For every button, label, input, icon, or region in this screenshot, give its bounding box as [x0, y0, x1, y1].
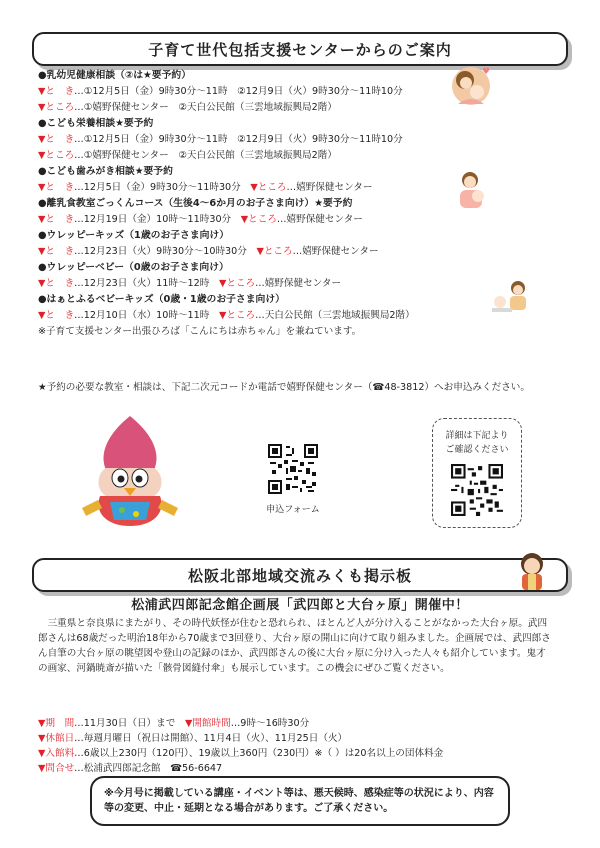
detail-text: …嬉野保健センター	[286, 182, 373, 193]
mascot-character	[70, 412, 190, 530]
detail-tag: ▼と き	[38, 278, 75, 289]
info-text: …6歳以上230円（120円）、19歳以上360円（230円）※（ ）は20名以上の団体料金	[74, 748, 444, 759]
detail-tag: ▼と き	[38, 182, 75, 193]
event-detail-line	[38, 148, 458, 164]
detail-tag: ▼ところ	[38, 150, 75, 161]
section2-title: 松阪北部地域交流みくも掲示板	[32, 558, 568, 592]
section1-body	[38, 68, 458, 340]
detail-tag: ▼ところ	[218, 310, 256, 321]
info-tag: ▼問合せ	[38, 763, 75, 774]
event-heading: ●こども歯みがき相談★要予約	[38, 166, 173, 177]
detail-box-line2: ご確認ください	[445, 445, 509, 455]
info-line	[38, 746, 558, 761]
detail-tag: ▼と き	[38, 134, 75, 145]
detail-tag: ▼と き	[38, 86, 75, 97]
info-tag: ▼休館日	[38, 733, 75, 744]
info-text: …9時～16時30分	[230, 718, 310, 729]
info-line	[38, 716, 558, 731]
info-tag: ▼期 間	[38, 718, 75, 729]
detail-text: …嬉野保健センター	[292, 246, 379, 257]
svg-text:♥: ♥	[482, 67, 491, 77]
detail-tag: ▼ところ	[38, 102, 75, 113]
detail-text: …①嬉野保健センター ②天白公民館（三雲地域振興局2階）	[74, 150, 337, 161]
event-heading: ●乳幼児健康相談（②は★要予約）	[38, 70, 191, 81]
detail-qr-code[interactable]	[451, 464, 503, 516]
info-line	[38, 731, 558, 746]
section1-title: 子育て世代包括支援センターからのご案内	[32, 32, 568, 66]
notice-box: ※今月号に掲載している講座・イベント等は、悪天候時、感染症等の状況により、内容等の変更、中止・延期となる場合があります。ご了承ください。	[90, 776, 510, 826]
takeshiro-character-illustration	[512, 550, 552, 592]
detail-tag: ▼ところ	[256, 246, 293, 257]
event-detail-line	[38, 244, 458, 260]
event-detail-line	[38, 308, 458, 324]
detail-tag: ▼ところ	[240, 214, 277, 225]
info-text: …松浦武四郎記念館 ☎56-6647	[74, 763, 223, 774]
detail-text: …①12月5日（金）9時30分～11時 ②12月9日（火）9時30分～11時10分	[74, 86, 403, 97]
exhibition-info	[38, 716, 558, 776]
exhibition-description: 三重県と奈良県にまたがり、その時代妖怪が住むと恐れられ、ほとんど人が分け入ることがなかった大台ヶ原。武四郎さんは68歳だった明治18年から70歳まで3回登り、大台ヶ原の開山に向けて取り組みました。企画展では、武四郎さん自筆の大台ヶ原の眺望図や登山の記録のほか、武四郎さんの後に大台ヶ原に分け入った人々も紹介しています。鬼才の画家、河鍋暁斎が描いた「骸骨図縫付傘」も展示しています。この機会にぜひご覧ください。	[38, 618, 551, 674]
event-heading: ●離乳食教室ごっくんコース（生後4～6か月のお子さま向け）★要予約	[38, 198, 353, 209]
event-detail-line	[38, 212, 458, 228]
event-detail-line	[38, 100, 458, 116]
detail-text: …嬉野保健センター	[276, 214, 363, 225]
exhibition-title: 松浦武四郎記念館企画展「武四郎と大台ヶ原」開催中！	[131, 598, 469, 613]
detail-text: …12月5日（金）9時30分～11時30分	[74, 182, 251, 193]
detail-text: …12月23日（火）11時～12時	[74, 278, 219, 289]
note-text: ※子育て支援センター出張ひろば「こんにちは赤ちゃん」を兼ねています。	[38, 326, 362, 337]
qr-label: 申込フォーム	[266, 505, 320, 515]
detail-box-line1: 詳細は下記より	[445, 431, 509, 441]
detail-tag: ▼と き	[38, 214, 75, 225]
info-tag: ▼入館料	[38, 748, 75, 759]
detail-tag: ▼と き	[38, 310, 75, 321]
event-heading: ●ウレッピーキッズ（1歳のお子さま向け）	[38, 230, 230, 241]
detail-text: …①12月5日（金）9時30分～11時 ②12月9日（火）9時30分～11時10分	[74, 134, 403, 145]
detail-text: …天白公民館（三雲地域振興局2階）	[255, 310, 415, 321]
detail-tag: ▼ところ	[218, 278, 256, 289]
parent-baby-illustration	[448, 64, 494, 108]
detail-tag: ▼ところ	[250, 182, 287, 193]
event-heading: ●はぁとふるベビーキッズ（0歳・1歳のお子さま向け）	[38, 294, 285, 305]
reservation-text: ★予約の必要な教室・相談は、下記二次元コードか電話で嬉野保健センター（☎48-3812）へお申込みください。	[38, 382, 530, 393]
event-detail-line	[38, 180, 458, 196]
detail-tag: ▼と き	[38, 246, 75, 257]
event-heading: ●こども栄養相談★要予約	[38, 118, 154, 129]
event-heading: ●ウレッピーベビー（0歳のお子さま向け）	[38, 262, 229, 273]
detail-text: …12月10日（水）10時～11時	[74, 310, 219, 321]
event-detail-line	[38, 132, 458, 148]
application-form-qr-code[interactable]	[268, 444, 318, 494]
detail-text: …12月23日（火）9時30分～10時30分	[74, 246, 257, 257]
event-detail-line	[38, 84, 458, 100]
baby-feeding-illustration	[488, 278, 532, 314]
info-tag: ▼開館時間	[184, 718, 231, 729]
detail-text: …①嬉野保健センター ②天白公民館（三雲地域振興局2階）	[74, 102, 337, 113]
detail-text: …12月19日（金）10時～11時30分	[74, 214, 241, 225]
info-text: …毎週月曜日（祝日は開館）、11月4日（火）、11月25日（火）	[74, 733, 348, 744]
event-detail-line	[38, 276, 458, 292]
info-line	[38, 761, 558, 776]
mother-child-illustration	[450, 168, 492, 212]
info-text: …11月30日（日）まで	[74, 718, 185, 729]
detail-text: …嬉野保健センター	[255, 278, 342, 289]
